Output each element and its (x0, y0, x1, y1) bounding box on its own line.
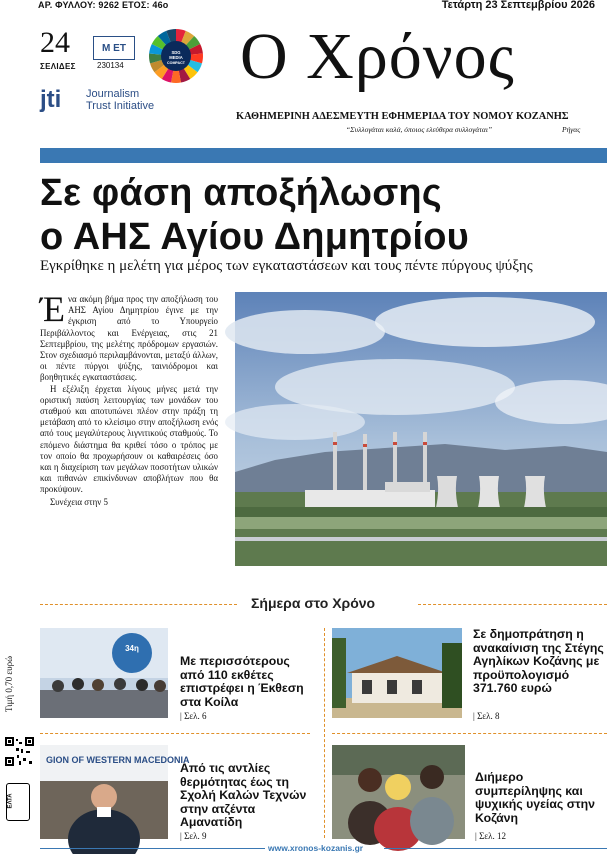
cards-horizontal-divider-right (332, 733, 607, 734)
amanatidis-photo[interactable] (40, 745, 190, 839)
price-label: Τιμή 0,70 ευρώ (4, 655, 14, 712)
article-paragraph-1: να ακόμη βήμα προς την αποξήλωση του ΑΗΣ Αγίου Δημητρίου έγινε με την έγκριση από το Υπουργείο Περιβάλλοντος και Ενέργειας, στις 21 Σεπτεμβρίου, της μελέτης πρόδρομων εργασιών. Στον σχεδιασμό περιλαμβάνονται, μεταξύ άλλων, οι πέντε πύργοι ψύξης, ταινιόδρομοι και βοηθητικές εγκαταστάσεις. (40, 294, 218, 383)
news-item-page: | Σελ. 6 (180, 711, 207, 721)
jti-line-2: Trust Initiative (86, 100, 155, 112)
elta-postage-icon (6, 783, 30, 821)
met-badge-icon: M ET (93, 36, 135, 60)
lead-subheadline: Εγκρίθηκε η μελέτη για μέρος των εγκαταστάσεων και τους πέντε πύργους ψύξης (40, 258, 533, 274)
elta-label: ΕΛΤΑ (7, 793, 14, 809)
jti-logo: jti (40, 86, 62, 113)
section-divider-left (40, 604, 237, 605)
exhibition-photo[interactable] (40, 628, 168, 718)
pages-label: ΣΕΛΙΔΕΣ (40, 62, 76, 71)
pages-count: 24 (40, 26, 70, 59)
newspaper-name: Ο Χρόνος (240, 20, 515, 93)
motto: “Συλλογάται καλά, όποιος ελεύθερα συλλογάται” (346, 125, 493, 134)
svg-text:COMPACT: COMPACT (167, 61, 185, 65)
article-paragraph-2: Η εξέλιξη έρχεται λίγους μήνες μετά την οριστική παύση λειτουργίας των μονάδων του σταθμού και αποτυπώνει πλέον στην πράξη τη μετάβαση από το κλείσιμο στην αποξήλωση ενός από τους μεγαλύτερους λιγνιτικούς σταθμούς. Το επόμενο διάστημα θα κριθεί τόσο ο τρόπος με τον οποίο θα προχωρήσουν οι καθαιρέσεις όσο και η διαχείριση των μεγάλων ποσοτήτων υλικών και πιθανών επικίνδυνων αποβλήτων που θα προκύψουν. (40, 383, 218, 495)
svg-text:MEDIA: MEDIA (169, 55, 183, 60)
jti-line-1: Journalism (86, 88, 140, 100)
section-divider-right (418, 604, 607, 605)
news-item-title[interactable]: Από τις αντλίες θερμότητας έως τη Σχολή Καλών Τεχνών στην ατζέντα Αμανατίδη (180, 761, 307, 829)
footer-website-link[interactable]: www.xronos-kozanis.gr (268, 843, 364, 853)
issue-number: ΑΡ. ΦΥΛΛΟΥ: 9262 ΕΤΟΣ: 46ο (38, 0, 169, 10)
headline-line-2: ο ΑΗΣ Αγίου Δημητρίου (40, 216, 469, 258)
svg-text:34η: 34η (125, 644, 139, 653)
headline-line-1: Σε φάση αποξήλωσης (40, 172, 442, 214)
met-code: 230134 (97, 61, 124, 70)
footer-line-left (40, 848, 265, 849)
lead-headline[interactable] (40, 171, 600, 259)
qr-code-icon[interactable] (5, 737, 34, 766)
news-item-title[interactable]: Διήμερο συμπερίληψης και ψυχικής υγείας στην Κοζάνη (475, 770, 595, 825)
inclusion-event-photo[interactable] (332, 745, 465, 839)
news-item-page: | Σελ. 12 (475, 831, 506, 841)
news-item-page: | Σελ. 8 (473, 711, 500, 721)
dropcap: Έ (40, 289, 65, 329)
tagline: ΚΑΘΗΜΕΡΙΝΗ ΑΔΕΣΜΕΥΤΗ ΕΦΗΜΕΡΙΔΑ ΤΟΥ ΝΟΜΟΥ ΚΟΖΑΝΗΣ (236, 111, 569, 122)
building-photo[interactable] (332, 628, 462, 718)
news-item-page: | Σελ. 9 (180, 831, 207, 841)
cards-horizontal-divider-left (40, 733, 310, 734)
header-divider-bar (40, 148, 607, 163)
svg-text:GION OF WESTERN MACEDONIA: GION OF WESTERN MACEDONIA (46, 755, 190, 765)
motto-author: Ρήγας (562, 125, 581, 134)
svg-text:SDG: SDG (171, 50, 181, 55)
continued-link[interactable]: Συνέχεια στην 5 (50, 496, 108, 507)
section-title: Σήμερα στο Χρόνο (251, 595, 376, 611)
news-item-title[interactable]: Σε δημοπράτηση η ανακαίνιση της Στέγης Αγηλίκων Κοζάνης με προϋπολογισμό 371.760 ευρώ (473, 627, 604, 695)
lead-article-body (40, 289, 218, 508)
sdg-media-compact-icon (148, 28, 204, 84)
cards-vertical-divider (324, 628, 325, 838)
issue-date: Τετάρτη 23 Σεπτεμβρίου 2026 (441, 0, 595, 11)
power-station-photo[interactable] (235, 292, 607, 566)
news-item-title[interactable]: Με περισσότερους από 110 εκθέτες επιστρέφει η Έκθεση στα Κοίλα (180, 654, 304, 709)
footer-line-right (384, 848, 607, 849)
